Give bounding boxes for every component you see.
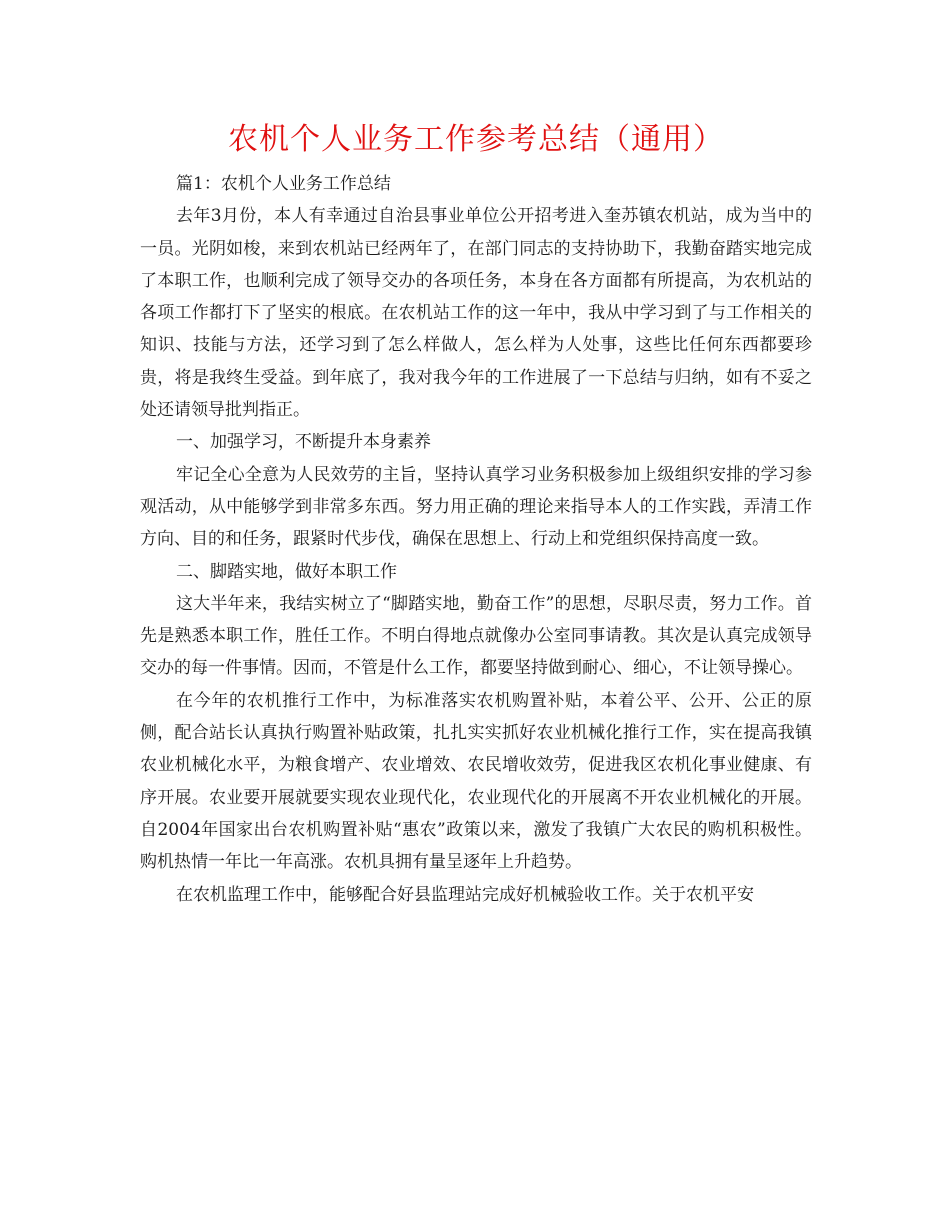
document-title: 农机个人业务工作参考总结（通用） [228,122,724,157]
body-paragraph: 牢记全心全意为人民效劳的主旨，坚持认真学习业务积极参加上级组织安排的学习参观活动，从中能够学到非常多东西。努力用正确的理论来指导本人的工作实践，弄清工作方向、目的和任务，跟紧时代步伐，确保在思想上、行动上和党组织保持高度一致。 [140,464,812,550]
body-paragraph: 去年3月份，本人有幸通过自治县事业单位公开招考进入奎苏镇农机站，成为当中的一员。光阴如梭，来到农机站已经两年了，在部门同志的支持协助下，我勤奋踏实地完成了本职工作，也顺利完成了领导交办的各项任务，本身在各方面都有所提高，为农机站的各项工作都打下了坚实的根底。在农机站工作的这一年中，我从中学习到了与工作相关的知识、技能与方法，还学习到了怎么样做人，怎么样为人处事，这些比任何东西都要珍贵，将是我终生受益。到年底了，我对我今年的工作进展了一下总结与归纳，如有不妥之处还请领导批判指正。 [140,206,812,421]
section-heading: 二、脚踏实地，做好本职工作 [176,561,397,582]
body-paragraph: 这大半年来，我结实树立了“脚踏实地，勤奋工作”的思想，尽职尽责，努力工作。首先是熟悉本职工作，胜任工作。不明白得地点就像办公室同事请教。其次是认真完成领导交办的每一件事情。因而，不管是什么工作，都要坚持做到耐心、细心，不让领导操心。 [140,593,812,679]
body-paragraph: 在农机监理工作中，能够配合好县监理站完成好机械验收工作。关于农机平安 [176,884,754,905]
section-heading: 篇1：农机个人业务工作总结 [176,174,391,194]
document-page [140,118,812,911]
body-paragraph: 在今年的农机推行工作中，为标准落实农机购置补贴，本着公平、公开、公正的原侧，配合站长认真执行购置补贴政策，扎扎实实抓好农业机械化推行工作，实在提高我镇农业机械化水平，为粮食增产、农业增效、农民增收效劳，促进我区农机化事业健康、有序开展。农业要开展就要实现农业现代化，农业现代化的开展离不开农业机械化的开展。自2004年国家出台农机购置补贴“惠农”政策以来，激发了我镇广大农民的购机积极性。购机热情一年比一年高涨。农机具拥有量呈逐年上升趋势。 [140,690,812,873]
section-heading: 一、加强学习，不断提升本身素养 [176,432,431,453]
